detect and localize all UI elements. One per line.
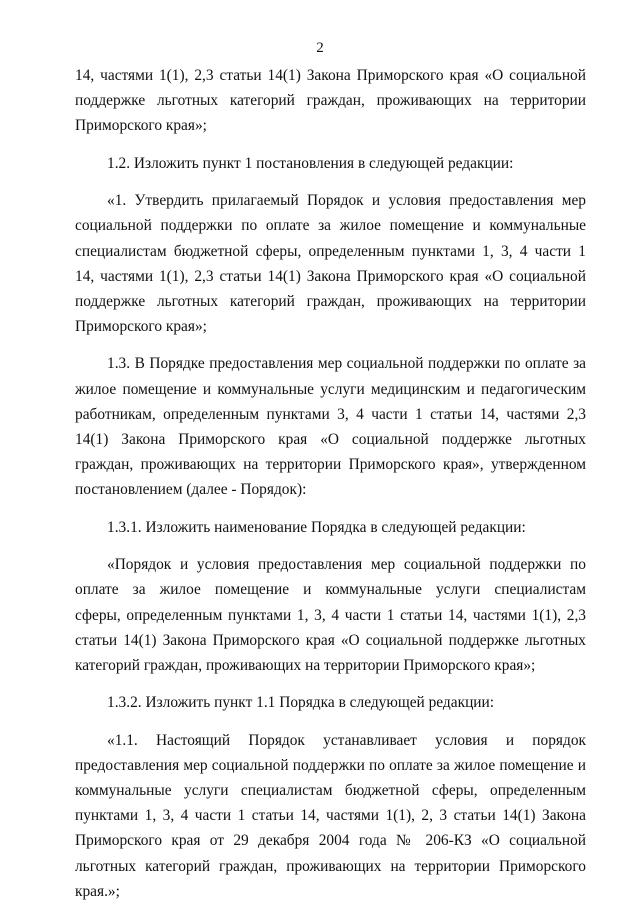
text-line: социальной поддержки по оплате за жилое помещение и коммунальные bbox=[75, 217, 586, 235]
text-line: «1.1. Настоящий Порядок устанавливает условия и порядок bbox=[107, 731, 586, 749]
text-line: 14(1) Закона Приморского края «О социальной поддержке льготных bbox=[75, 431, 586, 448]
text-line: пунктами 1, 3, 4 части 1 статьи 14, частями 1(1), 2, 3 статьи 14(1) Закона bbox=[75, 807, 586, 825]
paragraph-gap bbox=[75, 540, 586, 552]
page-number: 2 bbox=[316, 40, 324, 56]
text-line: постановлением (далее - Порядок): bbox=[75, 481, 307, 499]
text-line: жилое помещение и коммунальные услуги медицинским и педагогическим bbox=[75, 380, 586, 398]
text-line: 1.3. В Порядке предоставления мер социальной поддержки по оплате за bbox=[107, 355, 586, 373]
text-line: коммунальные услуги специалистам бюджетной сферы, определенным bbox=[75, 782, 586, 799]
text-line: 14, частями 1(1), 2,3 статьи 14(1) Закона Приморского края «О социальной bbox=[75, 267, 586, 285]
document-body bbox=[75, 63, 586, 904]
text-line: категорий граждан, проживающих на территории Приморского края»; bbox=[75, 656, 536, 674]
text-line: статьи 14(1) Закона Приморского края «О социальной поддержке льготных bbox=[75, 631, 586, 649]
text-line: края.»; bbox=[75, 882, 120, 900]
paragraph-gap bbox=[75, 715, 586, 727]
paragraph-gap bbox=[75, 678, 586, 690]
paragraph-gap bbox=[75, 176, 586, 188]
text-line: предоставления мер социальной поддержки по оплате за жилое помещение и bbox=[75, 756, 586, 774]
text-line: Приморского края»; bbox=[75, 117, 207, 135]
text-line: 14, частями 1(1), 2,3 статьи 14(1) Закона Приморского края «О социальной bbox=[75, 67, 586, 84]
text-line: Приморского края»; bbox=[75, 318, 207, 336]
text-line: специалистам бюджетной сферы, определенным пунктами 1, 3, 4 части 1 bbox=[75, 242, 586, 260]
text-line: льготных категорий граждан, проживающих на территории Приморского bbox=[75, 857, 586, 875]
text-line: 1.3.1. Изложить наименование Порядка в следующей редакции: bbox=[107, 518, 526, 536]
text-line: сферы, определенным пунктами 1, 3, 4 части 1 статьи 14, частями 1(1), 2,3 bbox=[75, 606, 586, 624]
text-line: оплате за жилое помещение и коммунальные услуги специалистам bbox=[75, 581, 586, 599]
text-line: работникам, определенным пунктами 3, 4 части 1 статьи 14, частями 2,3 bbox=[75, 405, 586, 423]
text-line: 1.2. Изложить пункт 1 постановления в следующей редакции: bbox=[107, 154, 514, 172]
text-line: «Порядок и условия предоставления мер социальной поддержки по bbox=[107, 556, 586, 574]
paragraph-gap bbox=[75, 503, 586, 515]
text-line: «1. Утвердить прилагаемый Порядок и условия предоставления мер bbox=[107, 192, 586, 210]
text-line: поддержке льготных категорий граждан, проживающих на территории bbox=[75, 92, 586, 110]
text-line: 1.3.2. Изложить пункт 1.1 Порядка в следующей редакции: bbox=[107, 694, 495, 712]
paragraph-gap bbox=[75, 339, 586, 351]
text-line: Приморского края от 29 декабря 2004 года № 206-КЗ «О социальной bbox=[75, 832, 586, 850]
paragraph-gap bbox=[75, 139, 586, 151]
text-line: граждан, проживающих на территории Приморского края», утвержденном bbox=[75, 456, 586, 474]
text-line: поддержке льготных категорий граждан, проживающих на территории bbox=[75, 292, 586, 310]
